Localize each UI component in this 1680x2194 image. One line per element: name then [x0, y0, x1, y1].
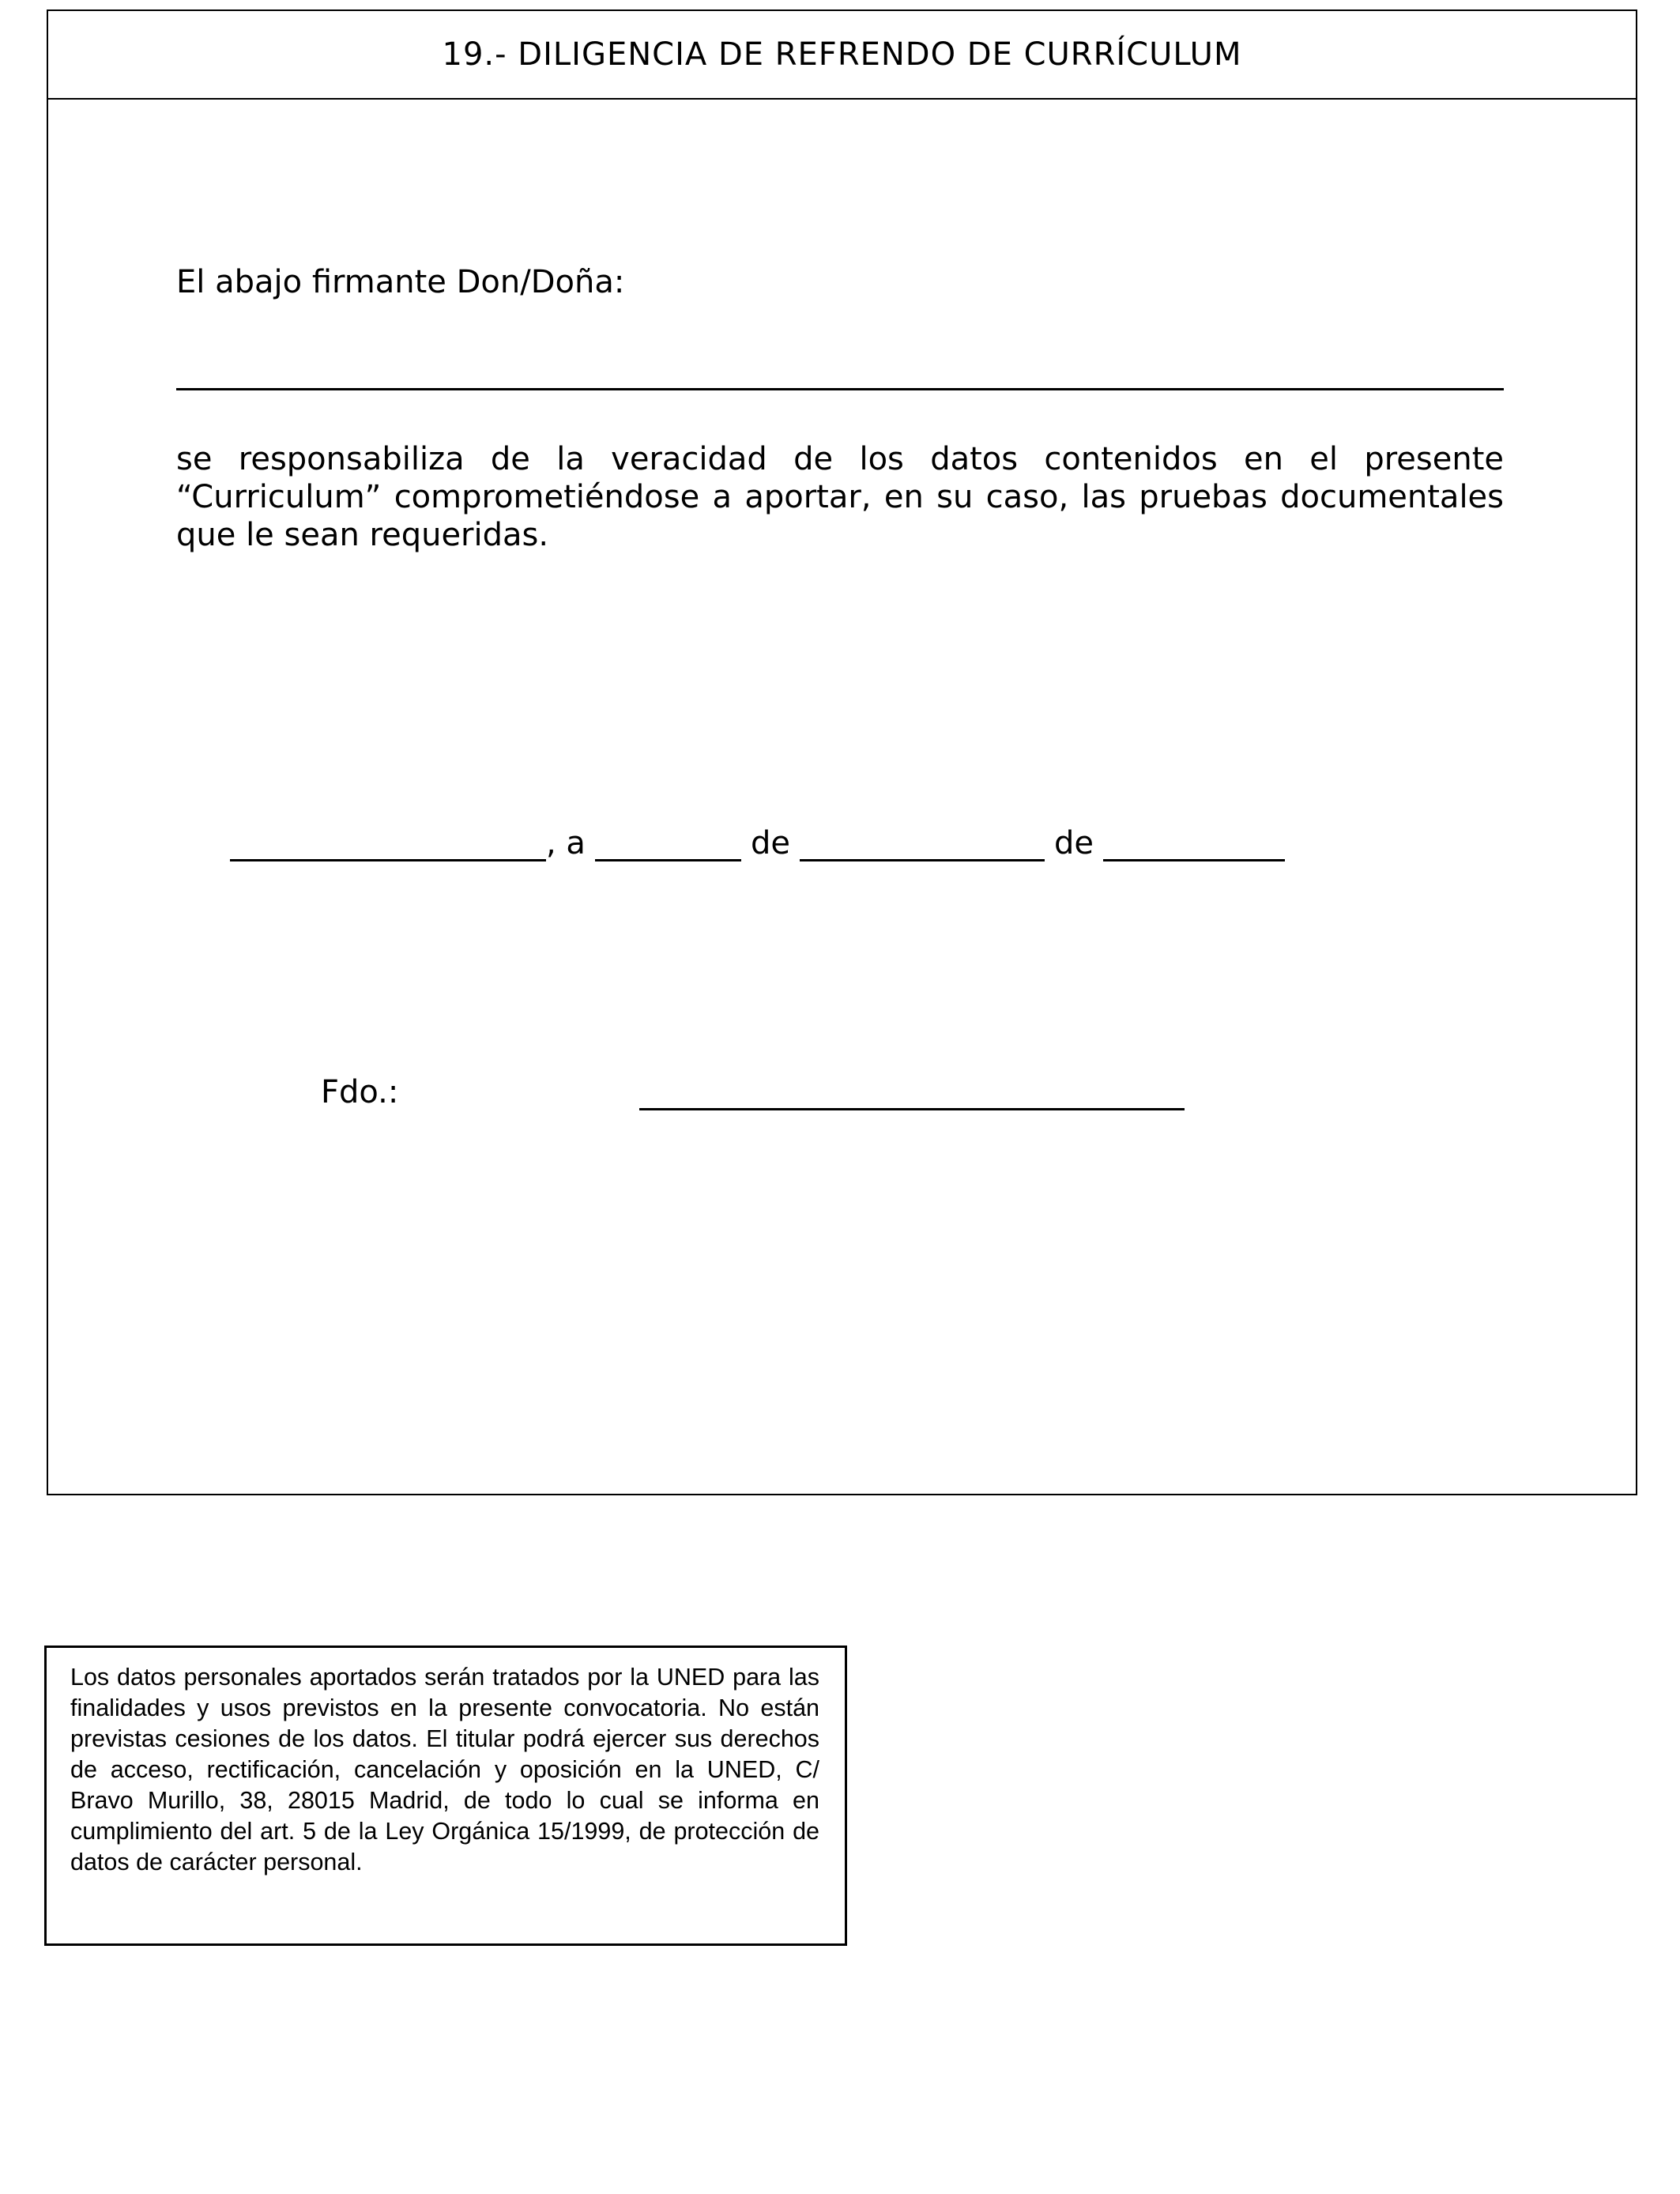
day-field[interactable]	[595, 831, 741, 861]
privacy-notice-box	[44, 1646, 847, 1946]
signature-field[interactable]	[639, 1108, 1185, 1110]
curriculum-endorsement-form	[47, 9, 1637, 1495]
year-field[interactable]	[1103, 831, 1285, 861]
signature-label: Fdo.:	[321, 1074, 399, 1110]
responsibility-statement: se responsabiliza de la veracidad de los datos contenidos en el presente “Curriculum” comprometiéndose a aportar, en su caso, las pruebas documentales que le sean requeridas.	[176, 441, 1504, 553]
month-field[interactable]	[800, 831, 1045, 861]
section-title: 19.- DILIGENCIA DE REFRENDO DE CURRÍCULUM	[48, 11, 1636, 100]
signer-intro-label: El abajo firmante Don/Doña:	[176, 264, 625, 300]
place-date-line	[230, 825, 1285, 861]
privacy-notice-text: Los datos personales aportados serán tratados por la UNED para las finalidades y usos previstos en la presente convocatoria. No están previstas cesiones de los datos. El titular podrá ejercer sus derechos de acceso, rectificación, cancelación y oposición en la UNED, C/ Bravo Murillo, 38, 28015 Madrid, de todo lo cual se informa en cumplimiento del art. 5 de la Ley Orgánica 15/1999, de protección de datos de carácter personal.	[70, 1664, 819, 1875]
date-separator-de-month: de	[750, 825, 790, 861]
place-field[interactable]	[230, 831, 546, 861]
date-separator-de-year: de	[1053, 825, 1094, 861]
date-separator-a: , a	[546, 825, 586, 861]
signer-name-field[interactable]	[176, 388, 1504, 390]
